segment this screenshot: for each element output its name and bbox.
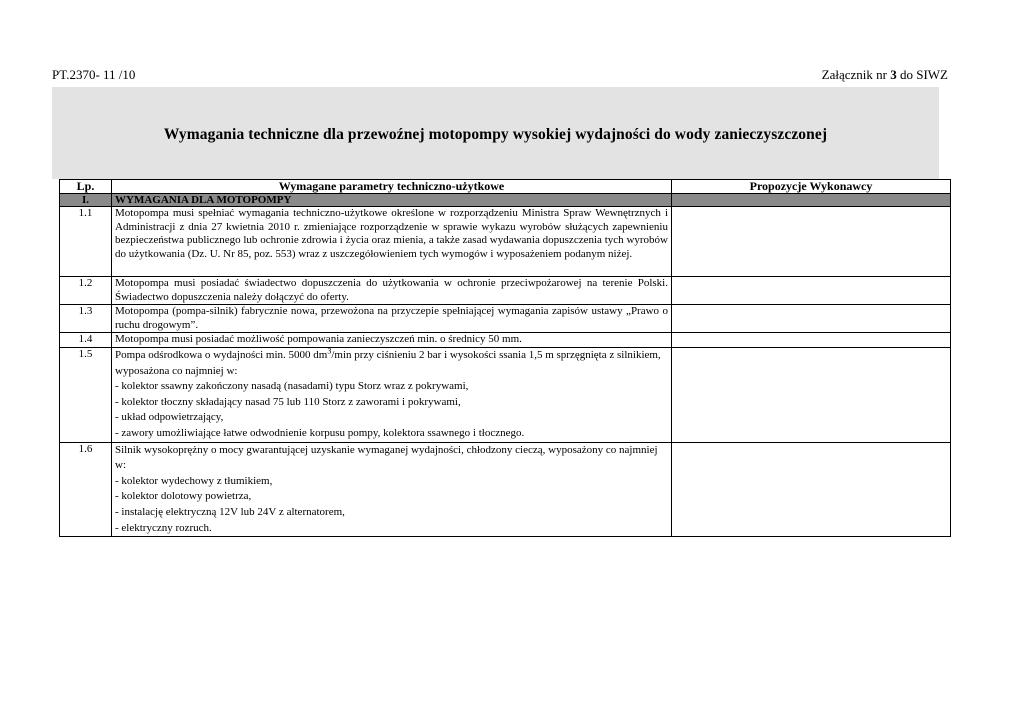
list-item: - kolektor tłoczny składający nasad 75 lub 110 Storz z zaworami i pokrywami,: [115, 395, 461, 408]
row-requirement: Motopompa musi spełniać wymagania techniczno-użytkowe określone w rozporządzeniu Ministra Spraw Wewnętrznych i Administracji z dnia 27 kwietnia 2010 r. zmieniające rozporządzenie w sprawie wykazu wyrobów służących zapewnieniu bezpieczeństwa publicznego lub ochronie zdrowia i życia oraz mienia, a także zasad wydawania dopuszczenia tych wyrobów do użytkowania (Dz. U. Nr 85, poz. 553) wraz z uszczegółowieniem tych wymogów i wyposażeniem podanym niżej.: [112, 207, 672, 277]
row-requirement: [112, 347, 672, 442]
proposal-cell[interactable]: [672, 442, 951, 537]
engine-intro: Silnik wysokoprężny o mocy gwarantującej uzyskanie wymaganej wydajności, chłodzony cieczą, wyposażony co najmniej w:: [115, 443, 658, 472]
row-number: 1.4: [60, 333, 112, 348]
list-item: - układ odpowietrzający,: [115, 411, 224, 424]
row-number: 1.6: [60, 442, 112, 537]
table-row: [60, 347, 951, 442]
table-row: [60, 442, 951, 537]
section-label: WYMAGANIA DLA MOTOPOMPY: [112, 194, 672, 207]
row-number: 1.3: [60, 305, 112, 333]
list-item: - instalację elektryczną 12V lub 24V z alternatorem,: [115, 505, 345, 518]
table-row: [60, 305, 951, 333]
proposal-cell[interactable]: [672, 347, 951, 442]
list-item: - kolektor dolotowy powietrza,: [115, 490, 252, 503]
list-item: - zawory umożliwiające łatwe odwodnienie korpusu pompy, kolektora ssawnego i tłocznego.: [115, 426, 525, 439]
table-row: [60, 207, 951, 277]
table-row: [60, 277, 951, 305]
section-row: [60, 194, 951, 207]
header-proposals: Propozycje Wykonawcy: [672, 180, 951, 194]
table-header-row: [60, 180, 951, 194]
title-band: [52, 87, 939, 179]
row-requirement: Motopompa musi posiadać świadectwo dopuszczenia do użytkowania w ochronie przeciwpożarowej na terenie Polski. Świadectwo dopuszczenia należy dołączyć do oferty.: [112, 277, 672, 305]
table-row: [60, 333, 951, 348]
proposal-cell[interactable]: [672, 277, 951, 305]
row-requirement: [112, 442, 672, 537]
requirements-table: [59, 179, 951, 537]
row-requirement: Motopompa musi posiadać możliwość pompowania zanieczyszczeń min. o średnicy 50 mm.: [112, 333, 672, 348]
row-number: 1.5: [60, 347, 112, 442]
row-number: 1.2: [60, 277, 112, 305]
proposal-cell[interactable]: [672, 207, 951, 277]
row-requirement: Motopompa (pompa-silnik) fabrycznie nowa, przewożona na przyczepie spełniającej wymagania zapisów ustawy „Prawo o ruchu drogowym”.: [112, 305, 672, 333]
header-parameters: Wymagane parametry techniczno-użytkowe: [112, 180, 672, 194]
list-item: - kolektor wydechowy z tłumikiem,: [115, 474, 273, 487]
attachment-label: Załącznik nr 3 do SIWZ: [821, 67, 948, 82]
list-item: - kolektor ssawny zakończony nasadą (nasadami) typu Storz wraz z pokrywami,: [115, 380, 469, 393]
proposal-cell[interactable]: [672, 333, 951, 348]
pump-intro: Pompa odśrodkowa o wydajności min. 5000 $dm^3/\min$ przy ciśnieniu 2 bar i wysokości ssania 1,5 m sprzęgnięta z silnikiem, wyposażona co najmniej w:: [115, 346, 661, 377]
header-lp: Lp.: [60, 180, 112, 194]
list-item: - elektryczny rozruch.: [115, 521, 212, 534]
document-title: Wymagania techniczne dla przewoźnej motopompy wysokiej wydajności do wody zanieczyszczonej: [163, 126, 828, 143]
proposal-cell[interactable]: [672, 305, 951, 333]
section-number: I.: [60, 194, 112, 207]
row-number: 1.1: [60, 207, 112, 277]
document-reference: PT.2370- 11 /10: [52, 67, 136, 82]
section-proposal-cell: [672, 194, 951, 207]
